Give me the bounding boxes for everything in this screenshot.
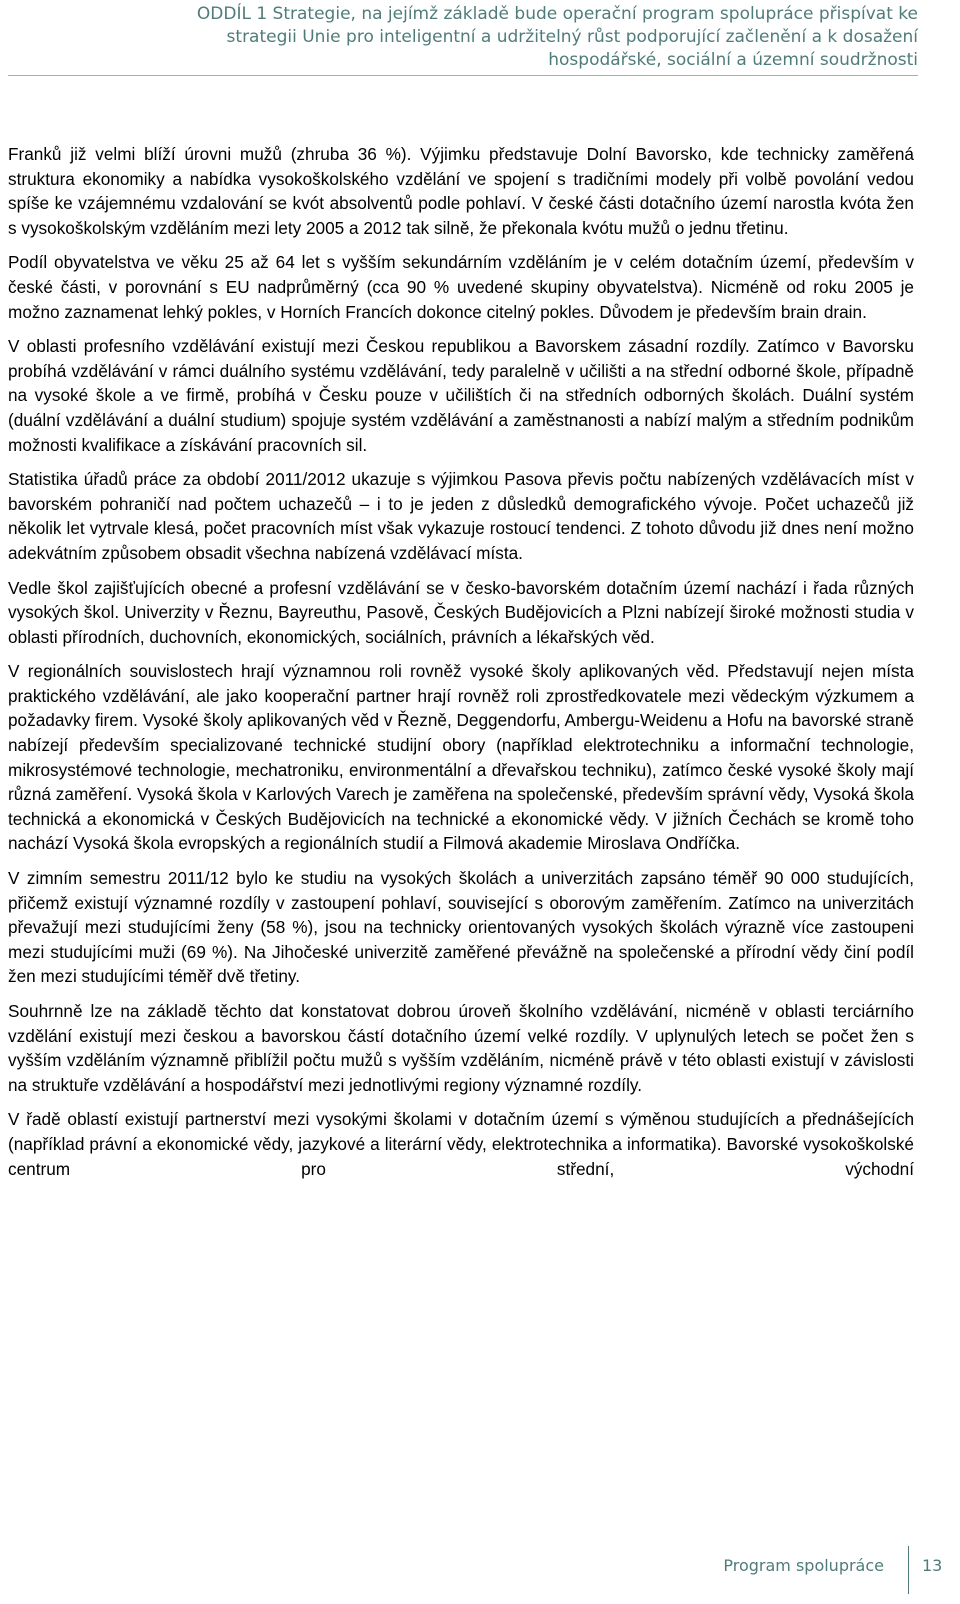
page-number: 13 (922, 1556, 943, 1575)
paragraph-1: Franků již velmi blíží úrovni mužů (zhruba 36 %). Výjimku představuje Dolní Bavorsko, kde technicky zaměřená struktura ekonomiky a nabídka vysokoškolského vzdělání ve spojení s tradičními modely při volbě povolání vedou spíše ke vzájemnému vzdalování se kvót absolventů podle pohlaví. V české části dotačního území narostla kvóta žen s vysokoškolským vzděláním mezi lety 2005 a 2012 tak silně, že překonala kvótu mužů o jednu třetinu. (8, 144, 914, 238)
paragraph-8: Souhrnně lze na základě těchto dat konstatovat dobrou úroveň školního vzdělávání, nicméně v oblasti terciárního vzdělání existují mezi českou a bavorskou částí dotačního území velké rozdíly. V uplynulých letech se počet žen s vyšším vzděláním významně přiblížil počtu mužů s vyšším vzděláním, nicméně právě v této oblasti existují v závislosti na struktuře vzdělávání a hospodářství mezi jednotlivými regiony významné rozdíly. (8, 1001, 914, 1095)
body-text (8, 142, 914, 1191)
header-line-2: strategii Unie pro inteligentní a udržitelný růst podporující začlenění a k dosažení (226, 27, 918, 47)
header-line-3: hospodářské, sociální a územní soudržnosti (548, 50, 918, 70)
footer-divider (908, 1546, 909, 1594)
footer-label: Program spolupráce (723, 1556, 884, 1575)
header-line-1: ODDÍL 1 Strategie, na jejímž základě bude operační program spolupráce přispívat ke (196, 4, 918, 24)
paragraph-7: V zimním semestru 2011/12 bylo ke studiu na vysokých školách a univerzitách zapsáno téměř 90 000 studujících, přičemž existují významné rozdíly v zastoupení pohlaví, související s oborovým zaměřením. Zatímco na univerzitách převažují mezi studujícími ženy (58 %), jsou na technicky orientovaných vysokých školách výrazně více zastoupeni mezi studujícími muži (69 %). Na Jihočeské univerzitě zaměřené převážně na společenské a přírodní vědy činí podíl žen mezi studujícími téměř dvě třetiny. (8, 868, 914, 987)
running-header (0, 3, 918, 72)
page-footer (0, 1546, 960, 1594)
paragraph-9: V řadě oblastí existují partnerství mezi vysokými školami v dotačním území s výměnou studujících a přednášejících (například právní a ekonomické vědy, jazykové a literární vědy, elektrotechnika a informatika). Bavorské vysokoškolské centrum pro střední, východní (8, 1109, 914, 1179)
paragraph-4: Statistika úřadů práce za období 2011/2012 ukazuje s výjimkou Pasova převis počtu nabízených vzdělávacích míst v bavorském pohraničí nad počtem uchazečů – i to je jeden z důsledků demografického vývoje. Počet uchazečů již několik let vytrvale klesá, počet pracovních míst však vykazuje rostoucí tendenci. Z tohoto důvodu již dnes není možno adekvátním způsobem obsadit všechna nabízená vzdělávací místa. (8, 469, 914, 563)
paragraph-5: Vedle škol zajišťujících obecné a profesní vzdělávání se v česko-bavorském dotačním území nachází i řada různých vysokých škol. Univerzity v Řeznu, Bayreuthu, Pasově, Českých Budějovicích a Plzni nabízejí široké možnosti studia v oblasti přírodních, duchovních, ekonomických, sociálních, právních a lékařských věd. (8, 577, 914, 647)
header-divider (8, 75, 918, 76)
paragraph-3: V oblasti profesního vzdělávání existují mezi Českou republikou a Bavorskem zásadní rozdíly. Zatímco v Bavorsku probíhá vzdělávání v rámci duálního systému vzdělávání, tedy paralelně v učilišti a na střední odborné škole, případně na vysoké škole a ve firmě, probíhá v Česku pouze v učilištích či na středních odborných školách. Duální systém (duální vzdělávání a duální studium) spojuje systém vzdělávání a zaměstnanosti a nabízí malým a středním podnikům možnosti kvalifikace a získávání pracovních sil. (8, 336, 914, 455)
paragraph-6: V regionálních souvislostech hrají významnou roli rovněž vysoké školy aplikovaných věd. Představují nejen místa praktického vzdělávání, ale jako kooperační partner hrají rovněž roli zprostředkovatele mezi vědeckým výzkumem a požadavky firem. Vysoké školy aplikovaných věd v Řezně, Deggendorfu, Ambergu-Weidenu a Hofu na bavorské straně nabízejí především specializované technické studijní obory (například elektrotechniku a informační technologie, mikrosystémové technologie, mechatroniku, environmentální a dřevařskou techniku), zatímco české vysoké školy mají různá zaměření. Vysoká škola v Karlových Varech je zaměřena na společenské, především správní vědy, Vysoká škola technická a ekonomická v Českých Budějovicích na technické a ekonomické vědy. V jižních Čechách se kromě toho nachází Vysoká škola evropských a regionálních studií a Filmová akademie Miroslava Ondříčka. (8, 661, 914, 854)
paragraph-2: Podíl obyvatelstva ve věku 25 až 64 let s vyšším sekundárním vzděláním je v celém dotačním území, především v české části, v porovnání s EU nadprůměrný (cca 90 % uvedené skupiny obyvatelstva). Nicméně od roku 2005 je možno zaznamenat lehký pokles, v Horních Francích dokonce citelný pokles. Důvodem je především brain drain. (8, 252, 914, 322)
